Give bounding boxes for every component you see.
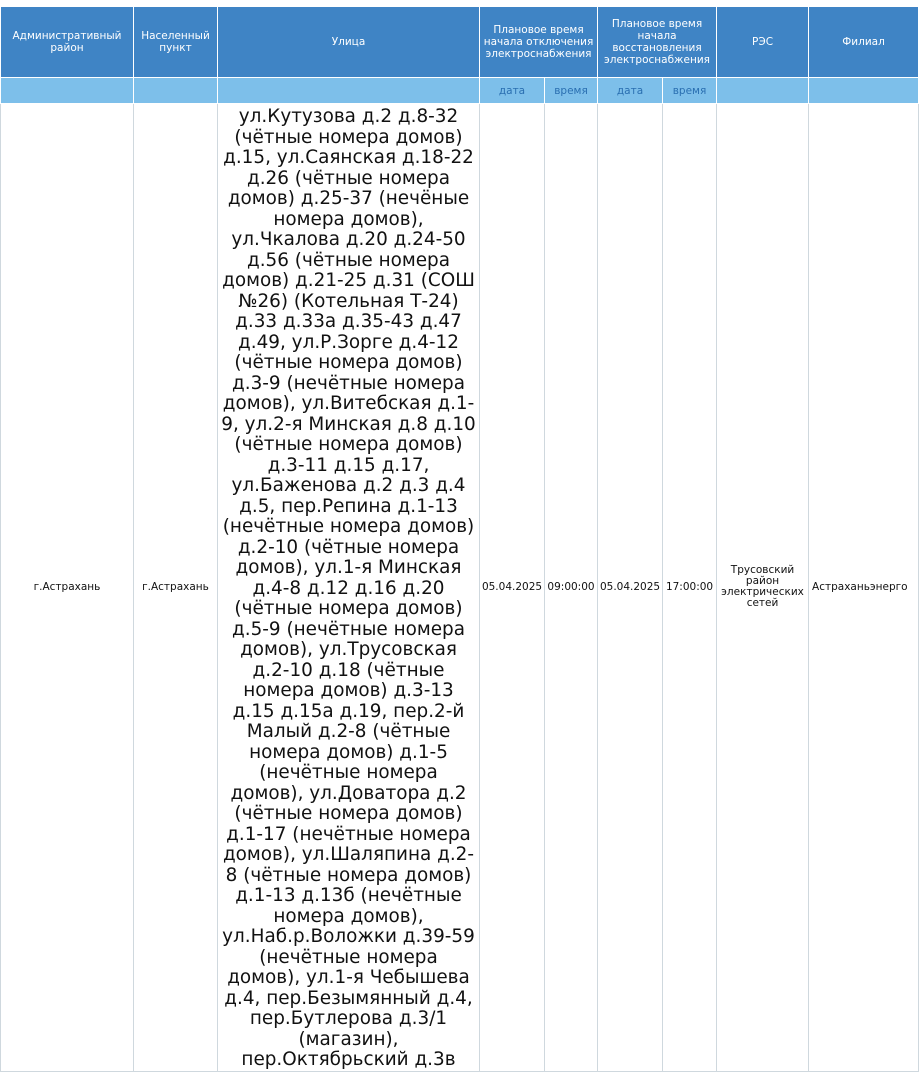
cell-off-date: 05.04.2025 [480,104,545,1072]
outage-table [0,6,919,1072]
subheader-empty [1,78,134,104]
subheader-row [1,78,919,104]
cell-district: г.Астрахань [1,104,134,1072]
subheader-restore-date: дата [598,78,663,104]
subheader-empty [717,78,809,104]
cell-locality: г.Астрахань [134,104,218,1072]
cell-branch: Астраханьэнерго [809,104,919,1072]
cell-restore-date: 05.04.2025 [598,104,663,1072]
subheader-empty [809,78,919,104]
header-res: РЭС [717,7,809,78]
subheader-off-time: время [545,78,598,104]
header-locality: Населенный пункт [134,7,218,78]
header-planned-off: Плановое время начала отключения электроснабжения [480,7,598,78]
header-branch: Филиал [809,7,919,78]
subheader-empty [218,78,480,104]
cell-res: Трусовский район электрических сетей [717,104,809,1072]
table-row [1,104,919,1072]
cell-off-time: 09:00:00 [545,104,598,1072]
subheader-empty [134,78,218,104]
header-street: Улица [218,7,480,78]
subheader-off-date: дата [480,78,545,104]
subheader-restore-time: время [663,78,717,104]
cell-restore-time: 17:00:00 [663,104,717,1072]
header-planned-restore: Плановое время начала восстановления электроснабжения [598,7,717,78]
cell-street: ул.Кутузова д.2 д.8-32 (чётные номера домов) д.15, ул.Саянская д.18-22 д.26 (чётные номера домов) д.25-37 (нечёные номера домов), ул.Чкалова д.20 д.24-50 д.56 (чётные номера домов) д.21-25 д.31 (СОШ №26) (Котельная Т-24) д.33 д.33а д.35-43 д.47 д.49, ул.Р.Зорге д.4-12 (чётные номера домов) д.3-9 (нечётные номера домов), ул.Витебская д.1-9, ул.2-я Минская д.8 д.10 (чётные номера домов) д.3-11 д.15 д.17, ул.Баженова д.2 д.3 д.4 д.5, пер.Репина д.1-13 (нечётные номера домов) д.2-10 (чётные номера домов), ул.1-я Минская д.4-8 д.12 д.16 д.20 (чётные номера домов) д.5-9 (нечётные номера домов), ул.Трусовская д.2-10 д.18 (чётные номера домов) д.3-13 д.15 д.15а д.19, пер.2-й Малый д.2-8 (чётные номера домов) д.1-5 (нечётные номера домов), ул.Доватора д.2 (чётные номера домов) д.1-17 (нечётные номера домов), ул.Шаляпина д.2-8 (чётные номера домов) д.1-13 д.13б (нечётные номера домов), ул.Наб.р.Воложки д.39-59 (нечётные номера домов), ул.1-я Чебышева д.4, пер.Безымянный д.4, пер.Бутлерова д.3/1 (магазин), пер.Октябрьский д.3в [218,104,480,1072]
header-row [1,7,919,78]
header-district: Административный район [1,7,134,78]
